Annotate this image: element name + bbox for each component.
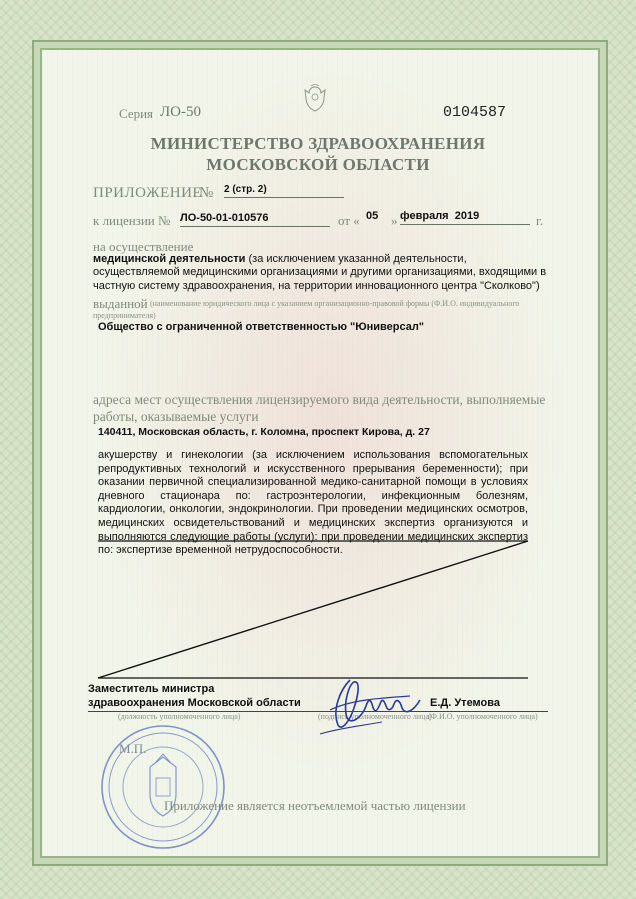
addresses-label-line1: адреса мест осуществления лицензируемого вида деятельности, выполняемые <box>93 392 546 407</box>
activity-type: медицинской деятельности <box>93 253 246 265</box>
appendix-number: 2 (стр. 2) <box>224 184 344 198</box>
services-paragraph: акушерству и гинекологии (за исключением использования вспомогательных репродуктивных технологий и искусственного прерывания беременности); при оказании первичной специализированной медико-санитарной помощи в условиях дневного стационара по: гастроэнтерологии, инфекционным болезням, кардиологии, онкологии, эндокринологии. При проведении медицинских осмотров, медицинских освидетельствований и медицинских экспертиз организуются и выполняются следующие работы (услуги): при проведении медицинских экспертиз по: экспертизе временной нетрудоспособности. <box>98 449 528 557</box>
ministry-title-line1: МИНИСТЕРСТВО ЗДРАВООХРАНЕНИЯ <box>150 134 486 153</box>
caption-position: (должность уполномоченного лица) <box>118 712 241 721</box>
license-year: 2019 <box>454 210 480 222</box>
to-license-label: к лицензии № <box>93 213 171 228</box>
appendix-label: ПРИЛОЖЕНИЕ <box>93 185 203 201</box>
signatory-name: Е.Д. Утемова <box>430 697 500 709</box>
issued-note-line2: предпринимателя) <box>93 311 156 320</box>
official-stamp-icon <box>98 722 228 852</box>
activity-line1-rest: (за исключением указанной деятельности, <box>245 253 467 265</box>
address-text: 140411, Московская область, г. Коломна, проспект Кирова, д. 27 <box>98 426 430 438</box>
handwritten-signature <box>310 670 440 745</box>
activity-line3: частную систему здравоохранения, на территории инновационного центра "Сколково") <box>93 280 540 292</box>
series-label: Серия <box>119 106 154 121</box>
appendix-num-sign: № <box>199 185 214 201</box>
signatory-position-line2: здравоохранения Московской области <box>88 697 301 709</box>
activity-line2: осуществляемой медицинскими организациями и другими организациями, входящими в <box>93 266 547 278</box>
organization-name: Общество с ограниченной ответственностью "Юниверсал" <box>98 321 425 333</box>
caption-signature: (подпись уполномоченного лица) <box>318 712 432 721</box>
activity-label: на осуществление <box>93 239 194 254</box>
year-suffix: г. <box>536 213 544 228</box>
license-day: 05 <box>366 210 379 222</box>
footer-note: Приложение является неотъемлемой частью лицензии <box>164 798 466 813</box>
addresses-label-line2: работы, оказываемые услуги <box>93 409 259 424</box>
issued-label: выданной <box>93 296 148 311</box>
caption-name: (Ф.И.О. уполномоченного лица) <box>428 712 538 721</box>
date-close-quote: » <box>391 213 398 228</box>
series-value: ЛО-50 <box>160 104 202 120</box>
issued-note-line1: (наименование юридического лица с указанием организационно-правовой формы (Ф.И.О. индивидуального <box>150 299 520 308</box>
signatory-position-line1: Заместитель министра <box>88 683 215 695</box>
form-number: 0104587 <box>443 104 507 121</box>
license-number: ЛО-50-01-010576 <box>180 212 330 227</box>
ministry-title-line2: МОСКОВСКОЙ ОБЛАСТИ <box>206 155 430 174</box>
license-month: февраля <box>400 210 449 222</box>
date-from-label: от « <box>338 213 360 228</box>
stamp-place-label: М.П. <box>119 741 147 756</box>
